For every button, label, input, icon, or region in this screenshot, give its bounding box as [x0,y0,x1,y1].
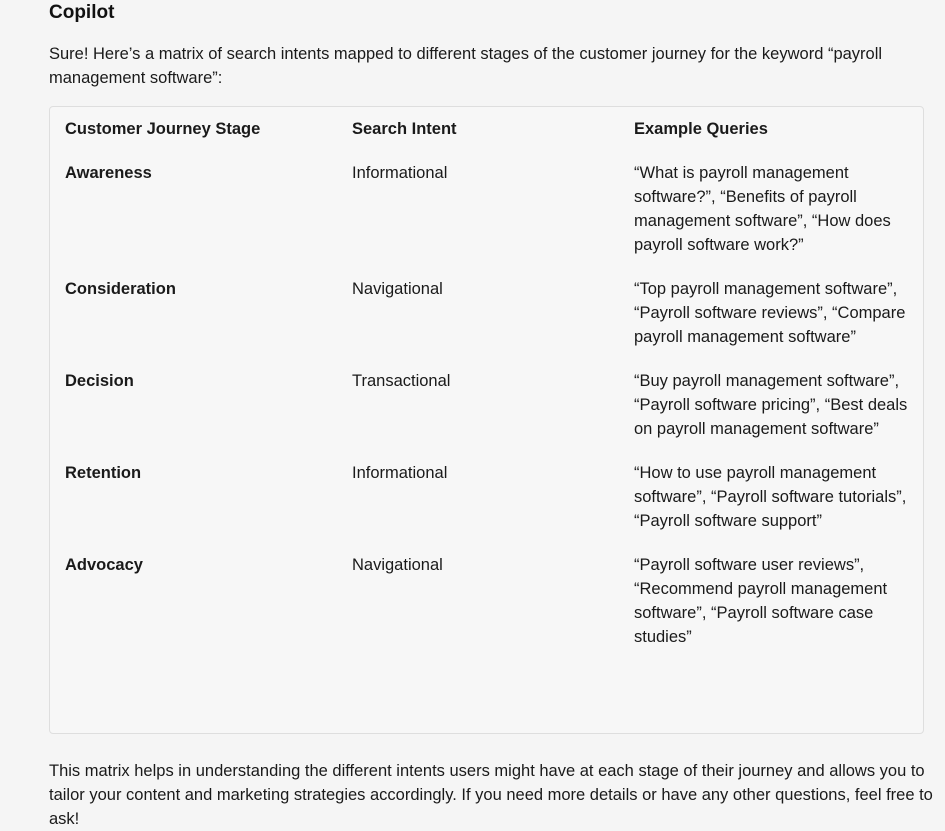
message-outro: This matrix helps in understanding the different intents users might have at each stage of their journey and allows you to tailor your content and marketing strategies accordingly. If you need more details or have any other questions, feel free to ask! [49,762,933,828]
table-row [65,369,909,461]
column-header-intent: Search Intent [352,120,457,138]
queries-cell: “What is payroll management software?”, “Benefits of payroll management software”, “How does payroll software work?” [634,164,891,254]
intent-cell: Navigational [352,556,443,574]
intent-cell: Informational [352,164,448,182]
table-row [65,553,909,649]
stage-cell: Decision [65,372,134,390]
table-row [65,161,909,277]
stage-cell: Retention [65,464,142,482]
intent-cell: Informational [352,464,448,482]
table-header-row [65,117,909,161]
queries-cell: “Top payroll management software”, “Payroll software reviews”, “Compare payroll management software” [634,280,906,346]
column-header-stage: Customer Journey Stage [65,120,261,138]
table-row [65,461,909,553]
stage-cell: Advocacy [65,556,143,574]
intent-cell: Navigational [352,280,443,298]
search-intent-matrix-table [65,117,909,649]
table-row [65,277,909,369]
queries-cell: “Payroll software user reviews”, “Recommend payroll management software”, “Payroll software case studies” [634,556,888,646]
column-header-queries: Example Queries [634,120,768,138]
queries-cell: “How to use payroll management software”, “Payroll software tutorials”, “Payroll software support” [634,464,907,530]
matrix-table-container [49,106,924,734]
intent-cell: Transactional [352,372,451,390]
message-intro: Sure! Here’s a matrix of search intents mapped to different stages of the customer journey for the keyword “payroll management software”: [49,45,883,87]
stage-cell: Awareness [65,164,152,182]
stage-cell: Consideration [65,280,176,298]
message-author: Copilot [49,2,115,23]
queries-cell: “Buy payroll management software”, “Payroll software pricing”, “Best deals on payroll management software” [634,372,908,438]
